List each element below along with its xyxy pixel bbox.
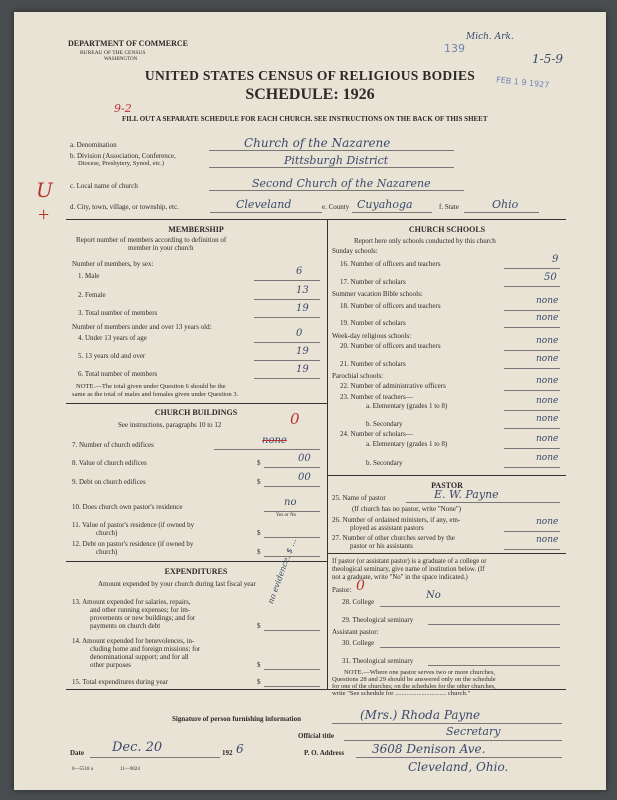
q21-value: none	[536, 354, 559, 364]
division-value: Pittsburgh District	[284, 154, 389, 167]
membership-note: NOTE.—The total given under Question 6 should be the	[76, 383, 226, 390]
q27-label: 27. Number of other churches served by the	[332, 534, 455, 542]
city-label: WASHINGTON	[104, 57, 138, 62]
q14-dollar: $	[257, 661, 261, 669]
pastor-note-3: for one of the churches; on the schedules for the other churches,	[332, 683, 496, 690]
state-label: f. State	[439, 203, 459, 211]
date-label: Date	[70, 749, 84, 757]
expenditures-sub: Amount expended by your church during last fiscal year	[98, 580, 256, 588]
year-prefix: 192	[222, 749, 233, 757]
q7-value: none	[262, 435, 287, 446]
buildings-sub: See instructions, paragraphs 10 to 12	[118, 421, 222, 429]
city-value: Cleveland	[236, 198, 292, 211]
red-cross-mark: +	[38, 204, 50, 226]
q26-value: none	[536, 517, 559, 527]
q15-label: 15. Total expenditures during year	[72, 678, 168, 686]
membership-heading: MEMBERSHIP	[168, 225, 224, 234]
q24-label: 24. Number of scholars—	[340, 430, 413, 438]
q20-label: 20. Number of officers and teachers	[340, 342, 441, 350]
q23a-label: a. Elementary (grades 1 to 8)	[366, 402, 448, 410]
q12-dollar: $	[257, 548, 261, 556]
q8-value: 00	[298, 453, 311, 464]
q13-label-3: provements or new buildings; and for	[90, 614, 196, 622]
q10-label: 10. Does church own pastor's residence	[72, 503, 183, 511]
q18-label: 18. Number of officers and teachers	[340, 302, 441, 310]
pastor-sub-label: Pastor:	[332, 586, 352, 594]
q22-value: none	[536, 376, 559, 386]
expenditures-heading: EXPENDITURES	[164, 567, 228, 576]
q4-label: 4. Under 13 years of age	[78, 334, 147, 342]
pastor-heading: PASTOR	[431, 481, 463, 490]
po-address-label: P. O. Address	[304, 749, 345, 757]
county-label: e. County	[322, 203, 350, 211]
q12-label: 12. Debt on pastor's residence (if owned by	[72, 540, 194, 548]
received-date-stamp: FEB 1 9 1927	[495, 75, 550, 90]
census-schedule-sheet	[14, 12, 606, 790]
q2-label: 2. Female	[78, 291, 106, 299]
q14-label-3: denominational support; and for all	[90, 653, 189, 661]
q4-value: 0	[296, 328, 303, 339]
q23a-value: none	[536, 396, 559, 406]
q28-value: No	[426, 590, 441, 601]
expenditure-handwritten-note: no evidence, $ ...	[266, 537, 299, 606]
q11-dollar: $	[257, 529, 261, 537]
denomination-label: a. Denomination	[70, 141, 117, 149]
q8-dollar: $	[257, 459, 261, 467]
schools-intro: Report here only schools conducted by this church	[354, 237, 496, 245]
q24b-label: b. Secondary	[366, 459, 403, 467]
form-title: UNITED STATES CENSUS OF RELIGIOUS BODIES	[144, 68, 476, 83]
red-side-mark: U	[36, 178, 53, 202]
q22-label: 22. Number of administrative officers	[340, 382, 446, 390]
q13-label: 13. Amount expended for salaries, repairs,	[72, 598, 191, 606]
q21-label: 21. Number of scholars	[340, 360, 406, 368]
handwritten-code: 1-5-9	[532, 52, 564, 66]
q14-label: 14. Amount expended for benevolences, in-	[72, 637, 195, 645]
q26-label-2: ployed as assistant pastors	[350, 524, 424, 532]
q9-value: 00	[298, 472, 311, 483]
q10-value: no	[284, 497, 297, 508]
q16-label: 16. Number of officers and teachers	[340, 260, 441, 268]
q3-label: 3. Total number of members	[78, 309, 158, 317]
state-value: Ohio	[492, 198, 519, 211]
county-value: Cuyahoga	[357, 198, 413, 211]
signature-value: (Mrs.) Rhoda Payne	[360, 708, 481, 722]
city-town-label: d. City, town, village, or township, etc.	[70, 203, 179, 211]
q28-label: 28. College	[342, 598, 375, 606]
q23-label: 23. Number of teachers—	[340, 393, 413, 401]
q6-value: 19	[296, 364, 309, 375]
schools-heading: CHURCH SCHOOLS	[408, 225, 486, 234]
by-sex-label: Number of members, by sex:	[72, 260, 154, 268]
graduate-note-3: not a graduate, write "No" in the space indicated.)	[332, 574, 468, 581]
q25-label: 25. Name of pastor	[332, 494, 386, 502]
q23b-value: none	[536, 414, 559, 424]
q23b-label: b. Secondary	[366, 420, 403, 428]
q13-label-4: payments on church debt	[90, 622, 161, 630]
q15-dollar: $	[257, 678, 261, 686]
form-number: 6—5518 a	[72, 767, 93, 772]
po-address-value: 3608 Denison Ave.	[372, 742, 486, 756]
q11-label: 11. Value of pastor's residence (if owned by	[72, 521, 195, 529]
year-value: 6	[236, 742, 244, 756]
membership-note-2: same as the total of males and females given under Question 3.	[72, 391, 239, 398]
q24a-value: none	[536, 434, 559, 444]
parochial-schools-label: Parochial schools:	[332, 372, 384, 380]
department-label: DEPARTMENT OF COMMERCE	[68, 39, 189, 48]
q2-value: 13	[296, 285, 309, 296]
q3-value: 19	[296, 303, 309, 314]
signature-label: Signature of person furnishing information	[172, 715, 301, 723]
division-label-2: Diocese, Presbytery, Synod, etc.)	[78, 160, 165, 167]
q17-value: 50	[544, 272, 557, 283]
denomination-value: Church of the Nazarene	[244, 136, 391, 150]
pastor-note-4: write "See schedule for ............................... church."	[332, 690, 471, 697]
age-label: Number of members under and over 13 years old:	[72, 323, 212, 331]
q7-red-value: 0	[290, 410, 300, 428]
official-title-value: Secretary	[446, 725, 501, 738]
division-label: b. Division (Association, Conference,	[70, 152, 176, 160]
q31-label: 31. Theological seminary	[342, 657, 414, 665]
q14-label-2: cluding home and foreign missions; for	[90, 645, 201, 653]
official-title-label: Official title	[298, 732, 334, 740]
pastor-note: NOTE.—Where one pastor serves two or more churches,	[344, 669, 496, 676]
assistant-pastor-label: Assistant pastor:	[332, 628, 379, 636]
graduate-note-2: theological seminary, give name of institution below. (If	[332, 566, 485, 573]
q18-value: none	[536, 296, 559, 306]
q26-label: 26. Number of ordained ministers, if any, em-	[332, 516, 461, 524]
q6-label: 6. Total number of members	[78, 370, 158, 378]
yes-or-no-hint: Yes or No	[276, 513, 297, 518]
q12-label-2: church)	[96, 548, 118, 556]
print-number: 11—9024	[120, 767, 140, 772]
graduate-note: If pastor (or assistant pastor) is a graduate of a college or	[332, 558, 487, 565]
q1-value: 6	[296, 266, 303, 277]
membership-intro-2: member in your church	[128, 244, 194, 252]
buildings-heading: CHURCH BUILDINGS	[154, 408, 238, 417]
q24a-label: a. Elementary (grades 1 to 8)	[366, 440, 448, 448]
q20-value: none	[536, 336, 559, 346]
local-name-value: Second Church of the Nazarene	[252, 177, 431, 190]
q24b-value: none	[536, 453, 559, 463]
q13-dollar: $	[257, 622, 261, 630]
weekday-schools-label: Week-day religious schools:	[332, 332, 412, 340]
q27-value: none	[536, 535, 559, 545]
q5-label: 5. 13 years old and over	[78, 352, 146, 360]
q11-label-2: church)	[96, 529, 118, 537]
q29-label: 29. Theological seminary	[342, 616, 414, 624]
pastor-red-mark: 0	[356, 578, 365, 594]
q14-label-4: other purposes	[90, 661, 132, 669]
q13-label-2: and other running expenses; for im-	[90, 606, 191, 614]
po-address-value-2: Cleveland, Ohio.	[408, 760, 509, 774]
q7-label: 7. Number of church edifices	[72, 441, 154, 449]
q9-label: 9. Debt on church edifices	[72, 478, 146, 486]
q5-value: 19	[296, 346, 309, 357]
sunday-schools-label: Sunday schools:	[332, 247, 378, 255]
stamp-number: 139	[444, 42, 465, 55]
q8-label: 8. Value of church edifices	[72, 459, 147, 467]
q27-label-2: pastor or his assistants	[350, 542, 413, 550]
q17-label: 17. Number of scholars	[340, 278, 406, 286]
handwritten-top-note: Mich. Ark.	[466, 32, 514, 42]
q25-value: E. W. Payne	[434, 488, 499, 501]
local-name-label: c. Local name of church	[70, 182, 138, 190]
membership-intro: Report number of members according to definition of	[76, 236, 227, 244]
schedule-title: SCHEDULE: 1926	[245, 86, 375, 103]
q1-label: 1. Male	[78, 272, 100, 280]
q25-hint: (If church has no pastor, write "None")	[352, 505, 462, 513]
q19-value: none	[536, 313, 559, 323]
q30-label: 30. College	[342, 639, 375, 647]
bureau-label: BUREAU OF THE CENSUS	[80, 50, 146, 56]
date-value: Dec. 20	[112, 740, 163, 755]
q9-dollar: $	[257, 478, 261, 486]
q16-value: 9	[552, 254, 559, 265]
red-mark-code: 9-2	[114, 102, 132, 115]
instructions-line: FILL OUT A SEPARATE SCHEDULE FOR EACH CHURCH. SEE INSTRUCTIONS ON THE BACK OF THIS SHEET	[122, 115, 488, 123]
pastor-note-2: Questions 28 and 29 should be answered only on the schedule	[332, 676, 496, 683]
q19-label: 19. Number of scholars	[340, 319, 406, 327]
summer-schools-label: Summer vacation Bible schools:	[332, 290, 423, 298]
